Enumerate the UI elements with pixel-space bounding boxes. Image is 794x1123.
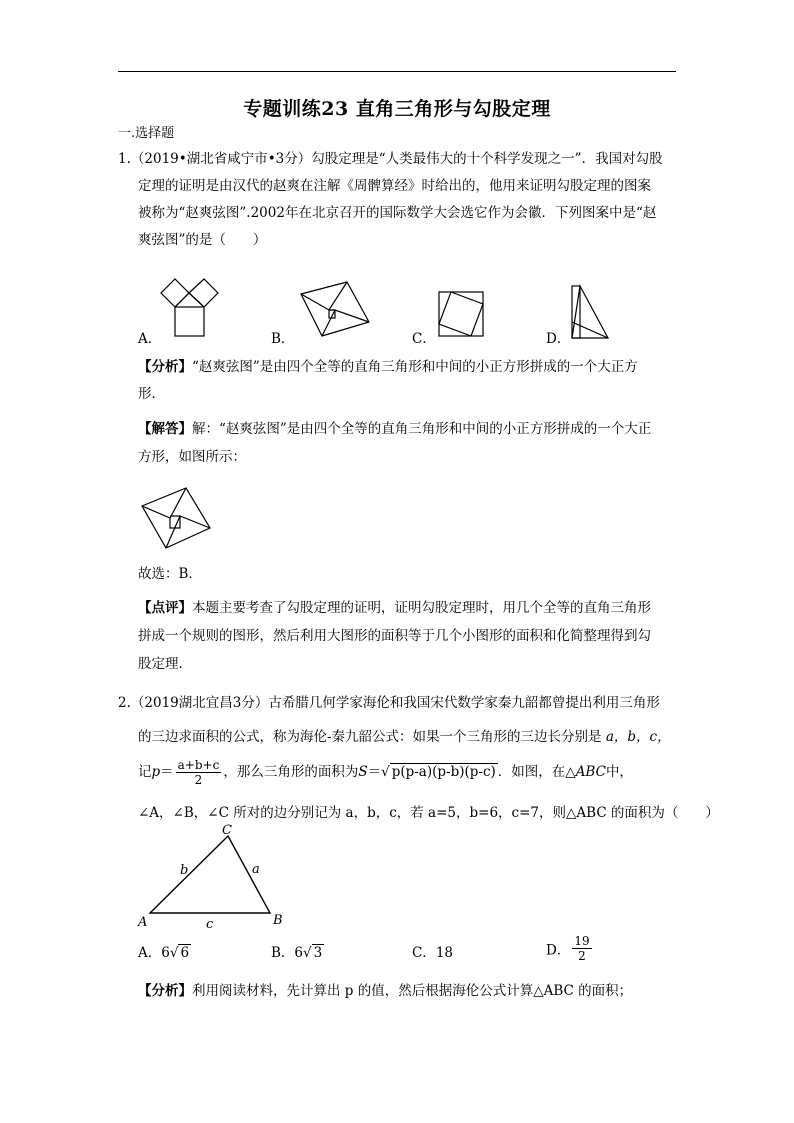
- q1-line3: 被称为“赵爽弦图”.2002年在北京召开的国际数学大会选它作为会徽．下列图案中是“赵: [138, 205, 657, 221]
- q2-option-c: C．18: [412, 945, 454, 961]
- q2-option-d: D． $\frac{19}{2}$: [546, 934, 590, 963]
- option-a-label: A．: [138, 331, 162, 347]
- q1-choose: 故选：B．: [138, 566, 202, 582]
- q1-line1: 1.（2019•湖北省咸宁市•3分）勾股定理是“人类最伟大的十个科学发现之一”．我国对勾股: [118, 151, 663, 167]
- fraction-p: $\frac{a+b+c}{2}$: [177, 758, 220, 787]
- q1-comment-cont1: 拼成一个规则的图形，然后利用大图形的面积等于几个小图形的面积和化简整理得到勾: [138, 628, 651, 644]
- fraction-d: $\frac{19}{2}$: [574, 934, 590, 963]
- q1-comment: 【点评】本题主要考查了勾股定理的证明，证明勾股定理时，用几个全等的直角三角形: [138, 600, 651, 616]
- q1-line2: 定理的证明是由汉代的赵爽在注解《周髀算经》时给出的，他用来证明勾股定理的图案: [138, 178, 651, 194]
- vertex-a-label: A: [138, 915, 148, 930]
- q2-line4: ∠A，∠B，∠C 所对的边分别记为 a，b，c，若 a=5，b=6，c=7，则△ABC 的面积为（ ）: [138, 805, 719, 821]
- vertex-c-label: C: [222, 823, 232, 838]
- vertex-b-label: B: [273, 913, 283, 928]
- q1-comment-cont2: 股定理．: [138, 656, 192, 672]
- side-a-label: a: [252, 862, 260, 877]
- option-b-label: B．: [271, 331, 295, 347]
- page-title: 专题训练23 直角三角形与勾股定理: [243, 98, 551, 120]
- q1-line4: 爽弦图”的是（ ）: [138, 232, 267, 248]
- figure-option-b: [297, 280, 372, 340]
- option-d-label: D．: [546, 331, 571, 347]
- figure-option-a: [155, 275, 225, 340]
- q2-line2: 的三边求面积的公式，称为海伦-秦九韶公式：如果一个三角形的三边长分别是 a，b，c，: [138, 729, 671, 745]
- q2-option-b: B．6√ 3: [271, 945, 323, 961]
- figure-option-d: [568, 284, 613, 342]
- side-c-label: c: [206, 917, 214, 930]
- triangle-figure: [134, 822, 294, 930]
- q2-option-a: A．6√ 6: [138, 945, 190, 961]
- q2-line3: 记p＝ $\frac{a+b+c}{2}$ ，那么三角形的面积为S＝√ p(p-a)(p-b)(p-c) ．如图，在△ABC中，: [138, 758, 633, 787]
- q2-number: 2.: [118, 695, 131, 711]
- section-heading: 一.选择题: [118, 126, 175, 141]
- q1-number: 1.: [118, 151, 131, 167]
- q2-analysis: 【分析】利用阅读材料，先计算出 p 的值，然后根据海伦公式计算△ABC 的面积；: [138, 983, 633, 999]
- side-b-label: b: [180, 863, 189, 878]
- q1-analysis: 【分析】“赵爽弦图”是由四个全等的直角三角形和中间的小正方形拼成的一个大正方: [138, 359, 638, 375]
- option-c-label: C．: [412, 331, 436, 347]
- q1-analysis-cont: 形．: [138, 386, 165, 402]
- radical-expression: p(p-a)(p-b)(p-c): [391, 764, 496, 780]
- q1-answer: 【解答】解：“赵爽弦图”是由四个全等的直角三角形和中间的小正方形拼成的一个大正: [138, 421, 652, 437]
- q1-answer-cont: 方形，如图所示：: [138, 449, 246, 465]
- figure-zhao-shuang: [140, 484, 215, 552]
- header-rule: [118, 71, 676, 72]
- q2-line1: 2.（2019湖北宜昌3分）古希腊几何学家海伦和我国宋代数学家秦九韶都曾提出利用三角形: [118, 695, 660, 711]
- figure-option-c: [437, 290, 487, 340]
